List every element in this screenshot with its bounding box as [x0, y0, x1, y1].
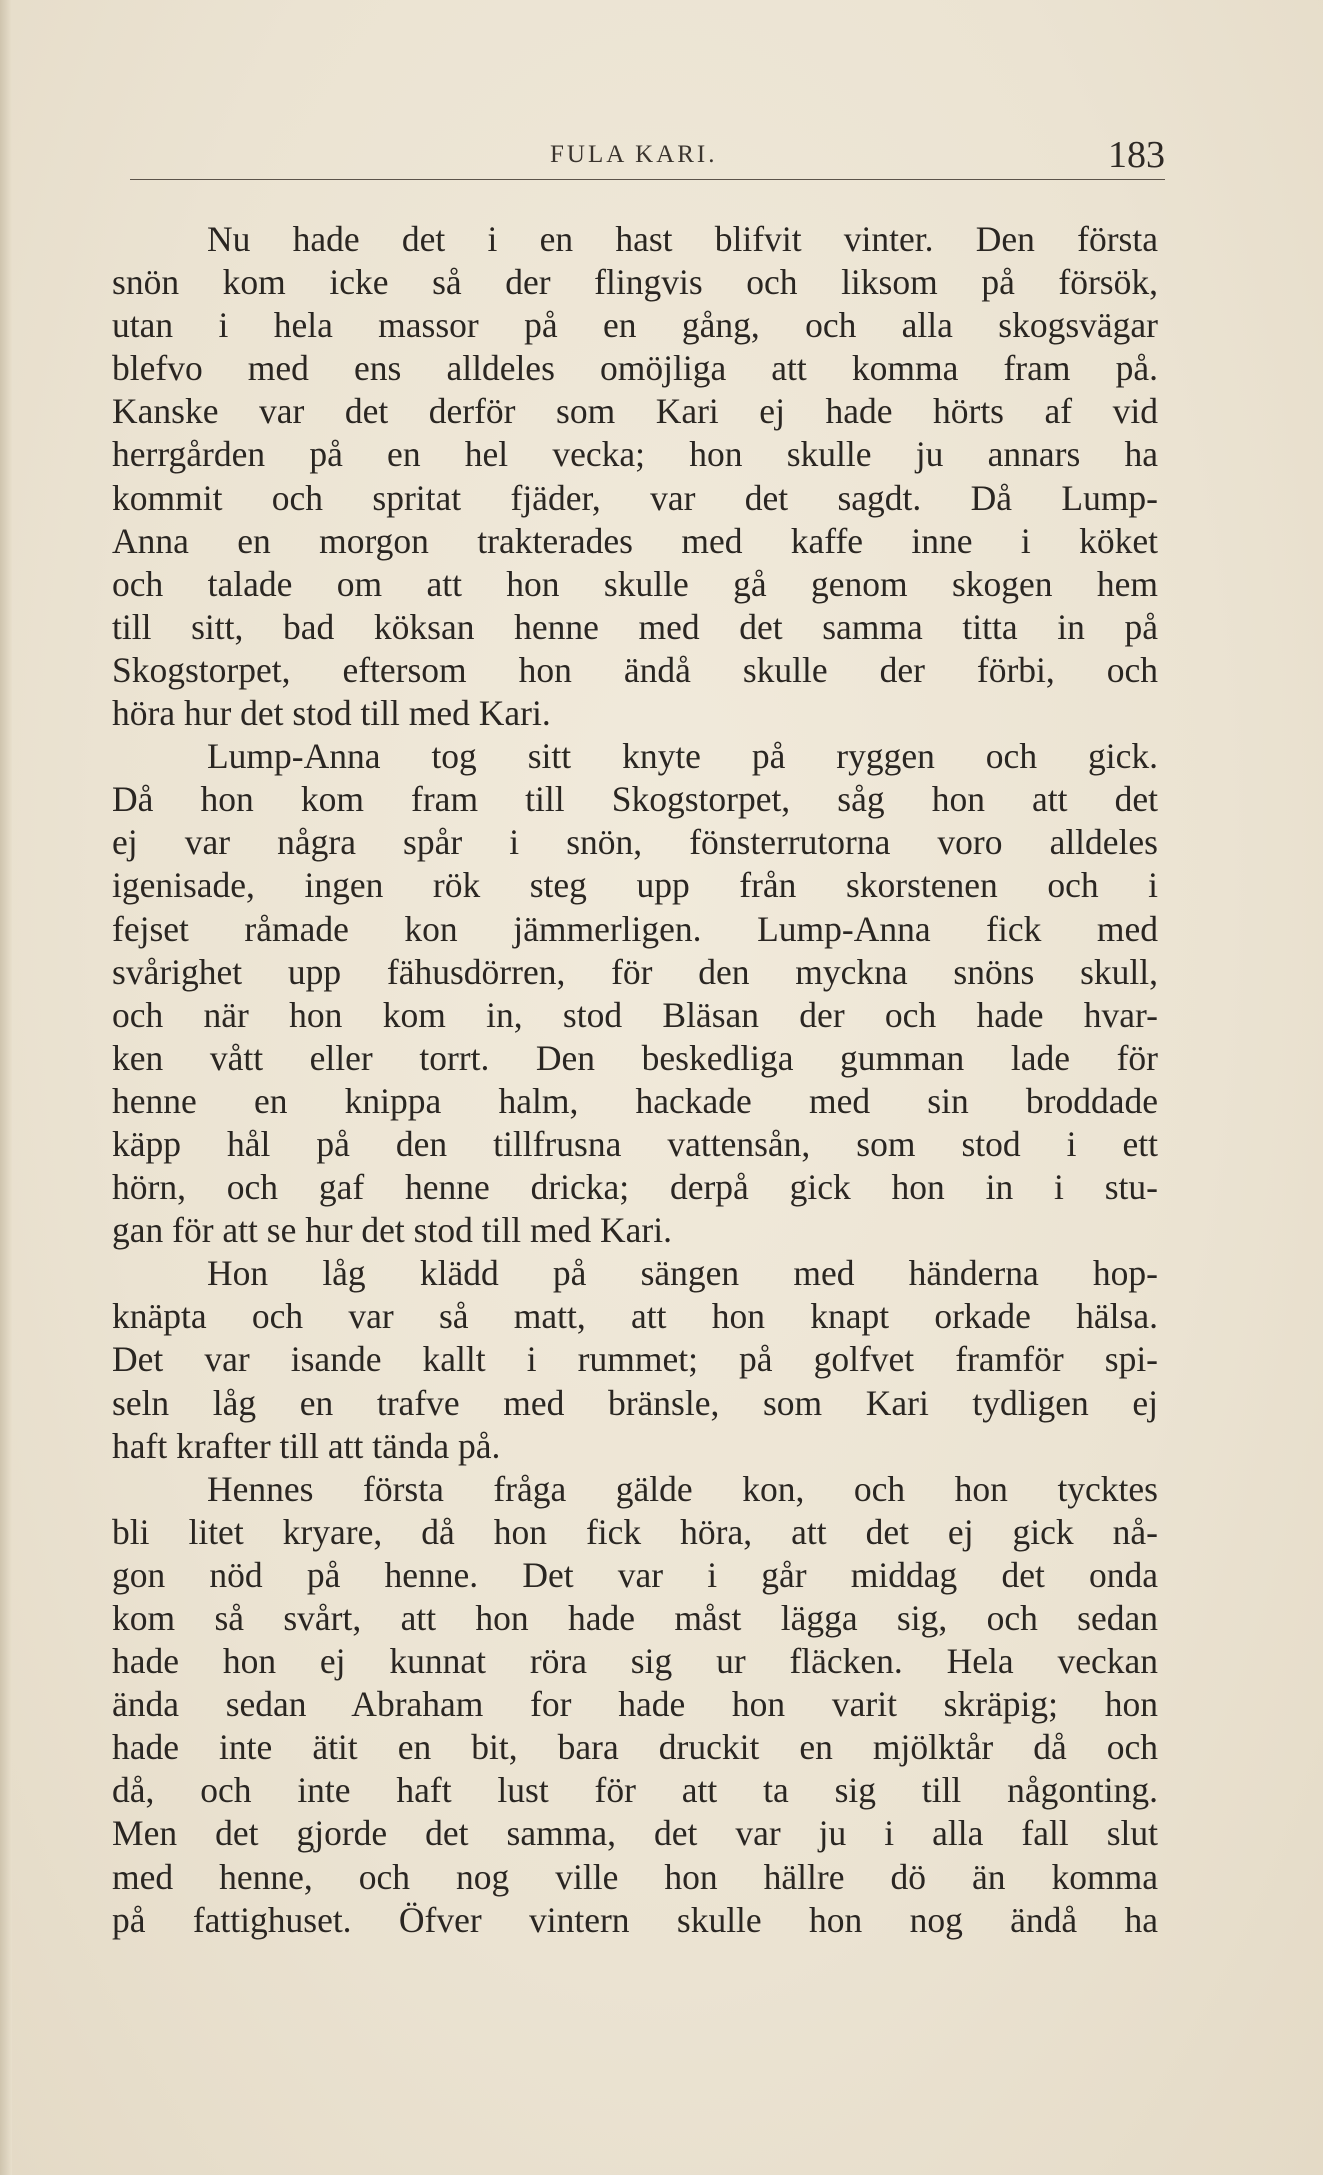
text-line: henne en knippa halm, hackade med sin broddade: [112, 1080, 1158, 1121]
text-line: ända sedan Abraham for hade hon varit skräpig; hon: [112, 1684, 1158, 1725]
text-line: Lump-Anna tog sitt knyte på ryggen och gick.: [207, 736, 1158, 777]
text-line: Det var isande kallt i rummet; på golfvet framför spi-: [112, 1339, 1158, 1380]
text-line: hade inte ätit en bit, bara druckit en mjölktår då och: [112, 1727, 1158, 1768]
text-line: herrgården på en hel vecka; hon skulle ju annars ha: [112, 434, 1158, 475]
paragraph: [112, 1468, 1158, 1942]
text-line: snön kom icke så der flingvis och liksom på försök,: [112, 262, 1158, 303]
text-line: seln låg en trafve med bränsle, som Kari tydligen ej: [112, 1382, 1158, 1423]
text-line: och när hon kom in, stod Bläsan der och hade hvar-: [112, 994, 1158, 1035]
paragraph: [112, 735, 1158, 1252]
text-line: gon nöd på henne. Det var i går middag det onda: [112, 1554, 1158, 1595]
paragraph: [112, 1252, 1158, 1467]
page-header: [130, 125, 1165, 185]
text-line: utan i hela massor på en gång, och alla skogsvägar: [112, 305, 1158, 346]
text-line: fejset råmade kon jämmerligen. Lump-Anna fick med: [112, 908, 1158, 949]
body-text: [112, 218, 1158, 1942]
text-line: blefvo med ens alldeles omöjliga att komma fram på.: [112, 348, 1158, 389]
text-line: ej var några spår i snön, fönsterrutorna voro alldeles: [112, 822, 1158, 863]
text-line: haft krafter till att tända på.: [112, 1425, 501, 1466]
text-line: Hon låg klädd på sängen med händerna hop-: [207, 1253, 1158, 1294]
text-line: igenisade, ingen rök steg upp från skorstenen och i: [112, 865, 1158, 906]
text-line: ken vått eller torrt. Den beskedliga gumman lade för: [112, 1037, 1158, 1078]
text-line: och talade om att hon skulle gå genom skogen hem: [112, 563, 1158, 604]
text-line: hörn, och gaf henne dricka; derpå gick hon in i stu-: [112, 1167, 1158, 1208]
text-line: till sitt, bad köksan henne med det samma titta in på: [112, 606, 1158, 647]
text-line: kom så svårt, att hon hade måst lägga sig, och sedan: [112, 1598, 1158, 1638]
text-line: med henne, och nog ville hon hällre dö än komma: [112, 1856, 1158, 1897]
text-line: Hennes första fråga gälde kon, och hon tycktes: [207, 1468, 1158, 1509]
page-edge: [0, 0, 12, 2175]
text-line: höra hur det stod till med Kari.: [112, 693, 551, 734]
text-line: hade hon ej kunnat röra sig ur fläcken. Hela veckan: [112, 1641, 1158, 1682]
running-title: FULA KARI.: [550, 141, 718, 168]
text-line: på fattighuset. Öfver vintern skulle hon nog ändå ha: [112, 1899, 1158, 1940]
text-line: Nu hade det i en hast blifvit vinter. Den första: [207, 219, 1158, 259]
text-line: bli litet kryare, då hon fick höra, att det ej gick nå-: [112, 1511, 1158, 1552]
text-line: Skogstorpet, eftersom hon ändå skulle der förbi, och: [112, 649, 1158, 690]
text-line: Men det gjorde det samma, det var ju i alla fall slut: [112, 1813, 1158, 1854]
text-line: Kanske var det derför som Kari ej hade hörts af vid: [112, 391, 1158, 432]
text-line: Då hon kom fram till Skogstorpet, såg hon att det: [112, 779, 1158, 820]
text-line: käpp hål på den tillfrusna vattensån, som stod i ett: [112, 1123, 1158, 1164]
text-line: Anna en morgon trakterades med kaffe inne i köket: [112, 520, 1158, 561]
text-line: gan för att se hur det stod till med Kari.: [112, 1210, 672, 1251]
text-line: då, och inte haft lust för att ta sig till någonting.: [112, 1770, 1158, 1811]
text-line: knäpta och var så matt, att hon knapt orkade hälsa.: [112, 1296, 1158, 1337]
text-line: svårighet upp fähusdörren, för den myckna snöns skull,: [112, 951, 1158, 992]
page-number: 183: [1108, 134, 1165, 176]
header-rule: [130, 179, 1165, 180]
paragraph: [112, 218, 1158, 735]
text-line: kommit och spritat fjäder, var det sagdt. Då Lump-: [112, 477, 1158, 518]
